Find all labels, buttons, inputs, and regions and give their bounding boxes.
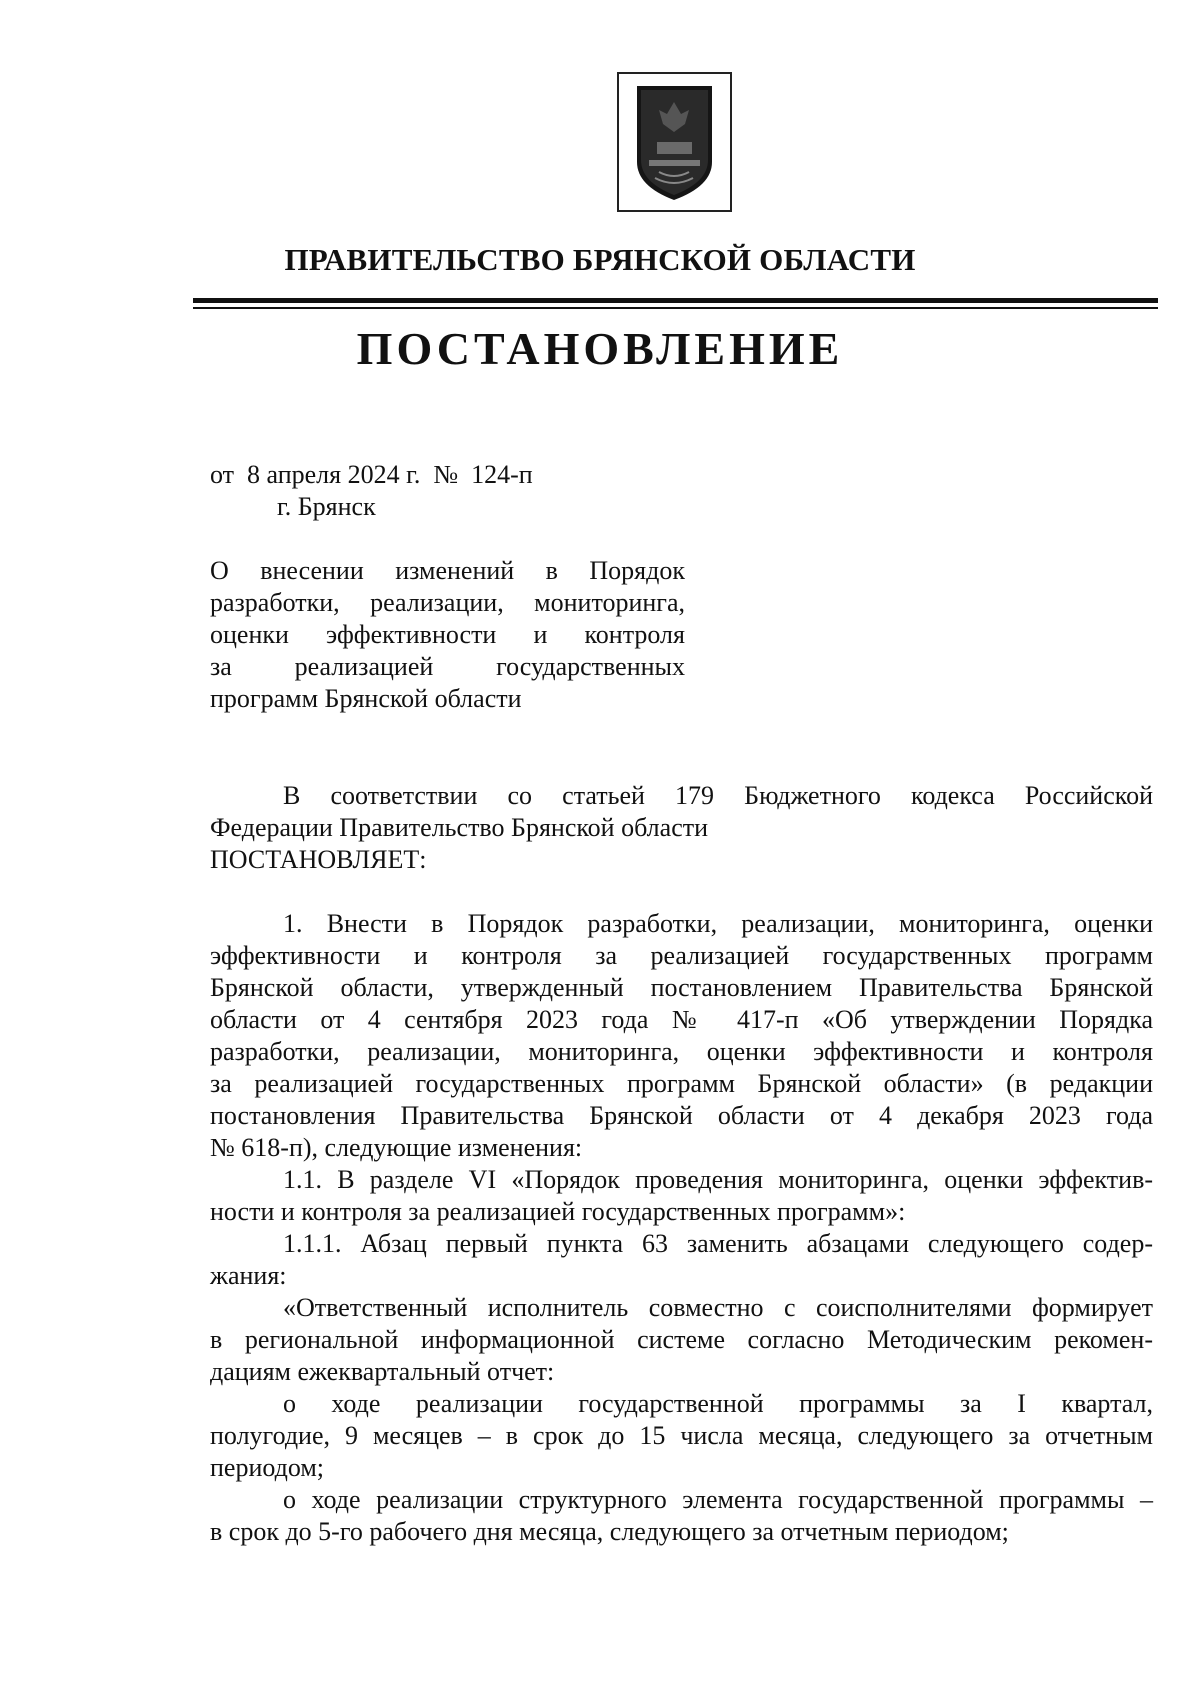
subject-line: разработки, реализации, мониторинга, [210, 588, 685, 617]
subject-line: О внесении изменений в Порядок [210, 556, 685, 585]
body-line: «Ответственный исполнитель совместно с соисполнителями формирует [283, 1293, 1153, 1322]
body-line: 1. Внести в Порядок разработки, реализации, мониторинга, оценки [283, 909, 1153, 938]
body-line: постановления Правительства Брянской области от 4 декабря 2023 года [210, 1101, 1153, 1130]
coat-of-arms-emblem [617, 72, 732, 212]
body-line: полугодие, 9 месяцев – в срок до 15 числа месяца, следующего за отчетным [210, 1421, 1153, 1450]
body-line: о ходе реализации структурного элемента государственной программы – [283, 1485, 1153, 1514]
body-line: 1.1. В разделе VI «Порядок проведения мониторинга, оценки эффектив- [283, 1165, 1153, 1194]
body-line: в региональной информационной системе согласно Методическим рекомен- [210, 1325, 1153, 1354]
subject-line: за реализацией государственных [210, 652, 685, 681]
body-line: о ходе реализации государственной программы за I квартал, [283, 1389, 1153, 1418]
body-line: разработки, реализации, мониторинга, оценки эффективности и контроля [210, 1037, 1153, 1066]
body-line: ности и контроля за реализацией государственных программ»: [210, 1197, 906, 1226]
subject-line: оценки эффективности и контроля [210, 620, 685, 649]
subject-line: программ Брянской области [210, 684, 522, 713]
document-type-title: ПОСТАНОВЛЕНИЕ [356, 323, 844, 374]
document-city: г. Брянск [277, 492, 376, 521]
resolves-heading: ПОСТАНОВЛЯЕТ: [210, 845, 427, 874]
body-line: 1.1.1. Абзац первый пункта 63 заменить абзацами следующего содер- [283, 1229, 1153, 1258]
coat-of-arms-icon [619, 74, 730, 210]
preamble-line: В соответствии со статьей 179 Бюджетного кодекса Российской [283, 781, 1153, 810]
body-line: за реализацией государственных программ Брянской области» (в редакции [210, 1069, 1153, 1098]
document-date-number: от 8 апреля 2024 г. № 124-п [210, 460, 533, 489]
preamble-line: Федерации Правительство Брянской области [210, 813, 709, 842]
body-line: жания: [210, 1261, 287, 1290]
body-line: области от 4 сентября 2023 года № 417-п «Об утверждении Порядка [210, 1005, 1153, 1034]
header-divider-thin [193, 307, 1158, 309]
body-line: дациям ежеквартальный отчет: [210, 1357, 555, 1386]
body-line: Брянской области, утвержденный постановлением Правительства Брянской [210, 973, 1153, 1002]
body-line: периодом; [210, 1453, 325, 1482]
header-divider-thick [193, 298, 1158, 303]
body-line: в срок до 5-го рабочего дня месяца, следующего за отчетным периодом; [210, 1517, 1009, 1546]
body-line: № 618-п), следующие изменения: [210, 1133, 583, 1162]
government-title: ПРАВИТЕЛЬСТВО БРЯНСКОЙ ОБЛАСТИ [284, 242, 916, 277]
body-line: эффективности и контроля за реализацией государственных программ [210, 941, 1153, 970]
